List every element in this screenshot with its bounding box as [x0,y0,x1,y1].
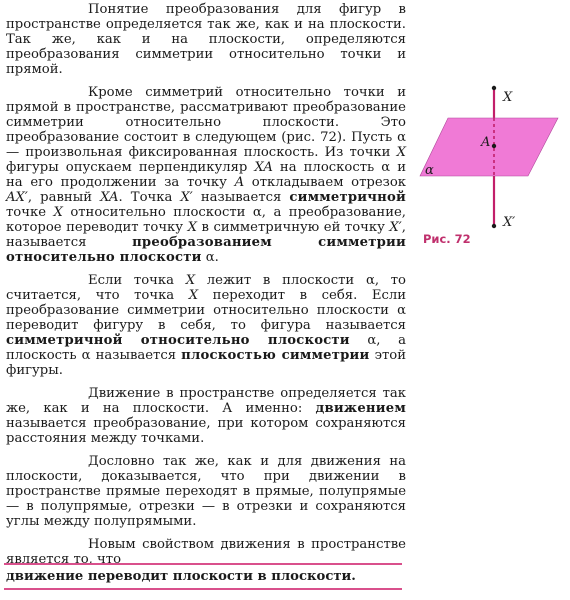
point-x [492,86,496,90]
key-statement: движение переводит плоскости в плоскости. [6,569,356,584]
label-x-prime: X′ [503,215,516,230]
point-x-prime [492,224,496,228]
paragraph-5: Дословно так же, как и для движения на плоскости, доказывается, что при движении в пространстве прямые переходят в прямые, полупрямые — в полупрямые, отрезки — в отрезки и сохраняются углы между полупрямыми. [6,454,406,529]
term-transform: преобразованием симметрии относительно плоскости [6,235,407,265]
statement-top-rule [4,563,402,565]
term-symmetry-plane: плоскостью симметрии [181,348,370,363]
label-alpha: α [425,163,434,178]
term-symmetric-figure: симметричной относительно плоскости [6,333,350,348]
paragraph-4: Движение в пространстве определяется так же, как и на плоскости. А именно: движением называется преобразование, при котором сохраняются расстояния между точками. [6,386,406,446]
term-symmetric-point: симметричной [289,190,406,205]
figure-caption: Рис. 72 [423,232,471,246]
paragraph-1: Понятие преобразования для фигур в пространстве определяется так же, как и на плоскости. Так же, как и на плоскости, определяются преобразования симметрии относительно точки и прямой. [6,2,406,77]
term-motion: движением [315,401,406,416]
point-a [492,144,496,148]
paragraph-2: Кроме симметрий относительно точки и прямой в пространстве, рассматривают преобразование симметрии относительно плоскости. Это преобразование состоит в следующем (рис. 72). Пусть α — произвольная фиксированная плоскость. Из точки X фигуры опускаем перпендикуляр XA на плоскость α и на его продолжении за точку A откладываем отрезок AX′, равный XA. Точка X′ называется симметричной точке X относительно плоскости α, а преобразование, которое переводит точку X в симметричную ей точку X′, называется преобразованием симметрии относительно плоскости α. [6,85,407,265]
statement-bottom-rule [4,588,402,590]
paragraph-3: Если точка X лежит в плоскости α, то считается, что точка X переходит в себя. Если преобразование симметрии относительно плоскости α переводит фигуру в себя, то фигура называется симметричной относительно плоскости α, а плоскость α называется плоскостью симметрии этой фигуры. [6,273,407,378]
label-x: X [503,90,513,105]
main-text [6,2,406,569]
label-a: A [481,135,491,150]
paragraph-6: Новым свойством движения в пространстве является то, что [6,537,406,567]
